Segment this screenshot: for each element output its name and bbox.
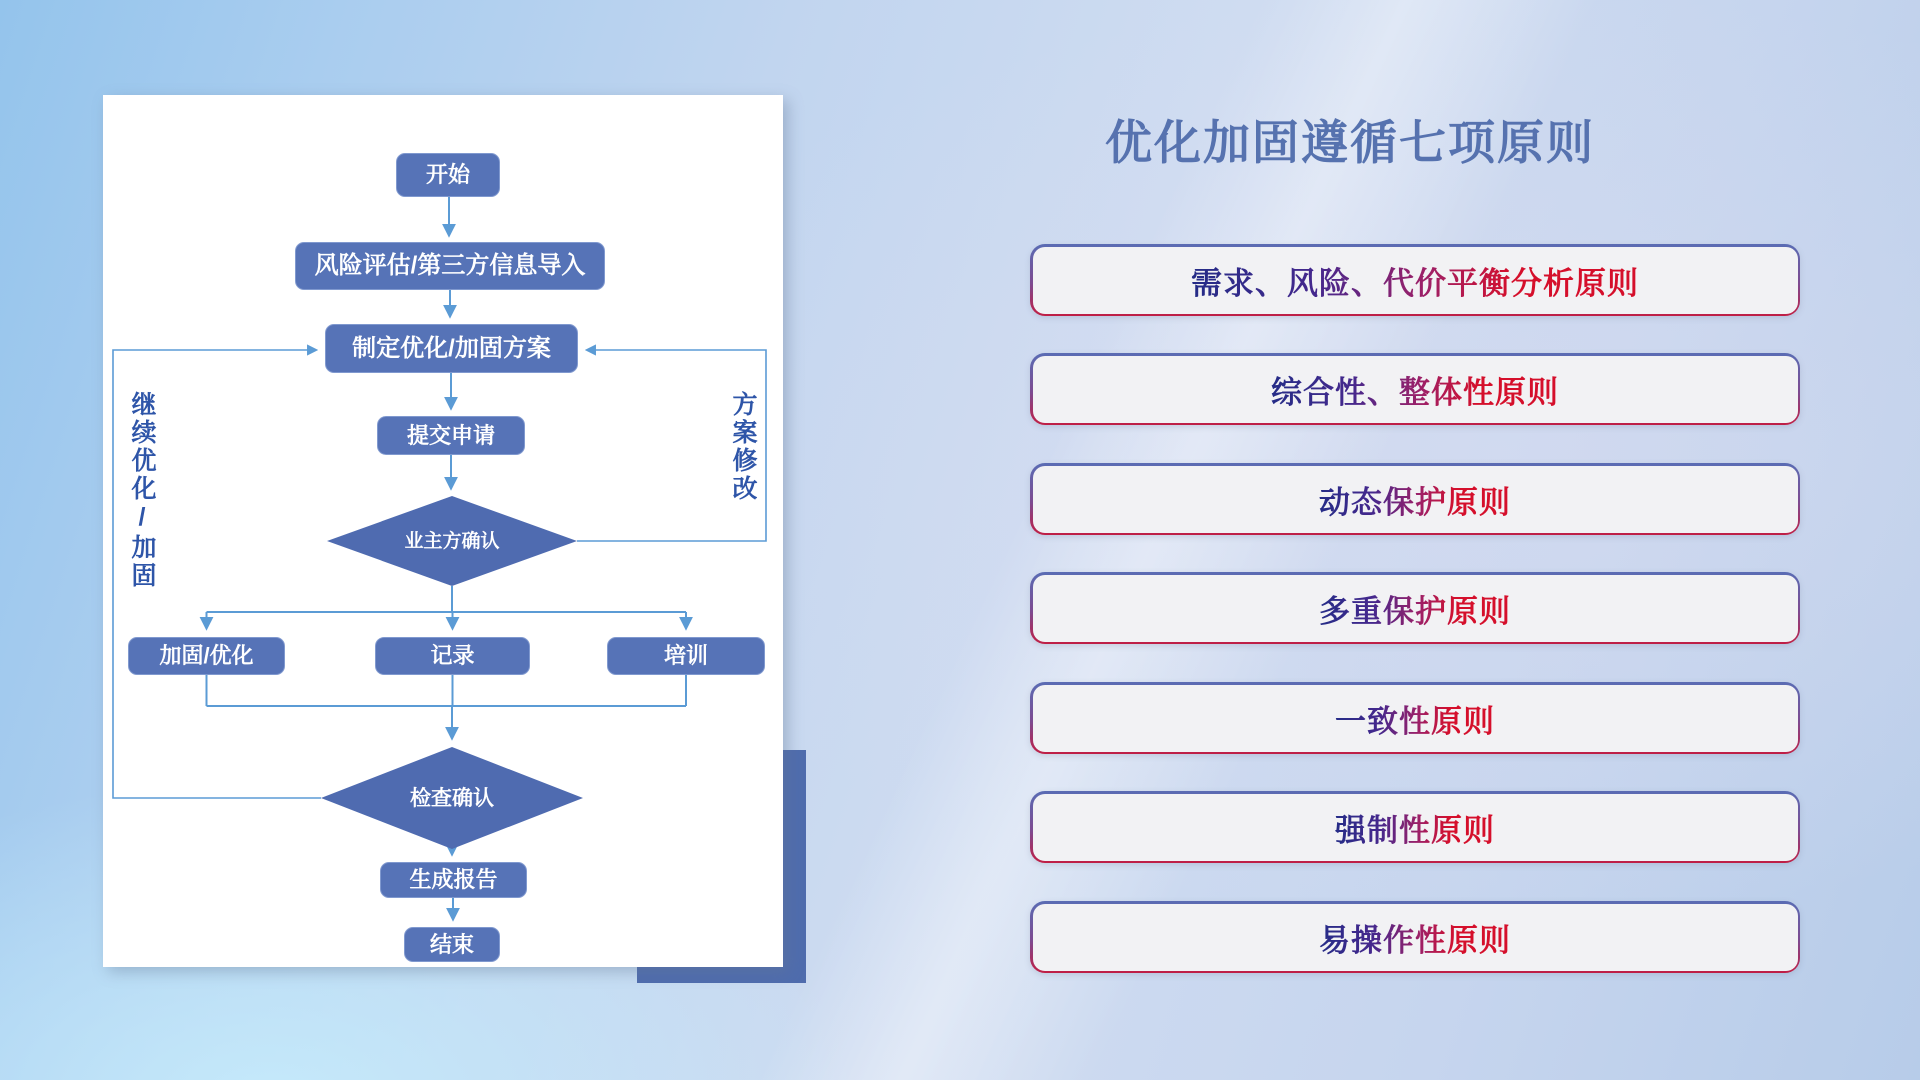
loop-label-continue: 继续优化/加固	[128, 391, 156, 590]
flow-node-submit: 提交申请	[377, 416, 525, 455]
principle-card-inner	[1033, 247, 1798, 314]
flow-node-report: 生成报告	[380, 862, 527, 898]
principle-label: 需求、风险、代价平衡分析原则	[1191, 258, 1639, 303]
decision-check-confirm-label: 检查确认	[410, 786, 494, 810]
principle-card-inner	[1033, 685, 1798, 752]
flow-node-training: 培训	[607, 637, 765, 675]
principle-card	[1030, 353, 1800, 425]
flow-node-end: 结束	[404, 927, 500, 962]
principle-card	[1030, 244, 1800, 316]
principle-card	[1030, 901, 1800, 973]
principle-label: 易操作性原则	[1319, 915, 1511, 960]
flow-node-make-plan: 制定优化/加固方案	[325, 324, 578, 373]
decision-owner-confirm-label: 业主方确认	[404, 530, 500, 552]
principle-label: 强制性原则	[1335, 805, 1495, 850]
page-title: 优化加固遵循七项原则	[1105, 116, 1595, 169]
loop-label-revise: 方案修改	[729, 391, 757, 503]
principle-card	[1030, 572, 1800, 644]
flow-node-record: 记录	[375, 637, 530, 675]
flowchart-card	[103, 95, 783, 967]
principle-card	[1030, 463, 1800, 535]
principle-card-inner	[1033, 575, 1798, 642]
principle-card-inner	[1033, 466, 1798, 533]
principle-card-inner	[1033, 356, 1798, 423]
flow-node-start: 开始	[396, 153, 500, 197]
principle-card	[1030, 682, 1800, 754]
principle-card	[1030, 791, 1800, 863]
principle-card-inner	[1033, 904, 1798, 971]
flow-node-risk-import: 风险评估/第三方信息导入	[295, 242, 605, 290]
principle-label: 多重保护原则	[1319, 586, 1511, 631]
principle-label: 一致性原则	[1335, 696, 1495, 741]
flow-node-reinforce: 加固/优化	[128, 637, 285, 675]
principle-label: 综合性、整体性原则	[1271, 367, 1559, 412]
principle-label: 动态保护原则	[1319, 477, 1511, 522]
principle-card-inner	[1033, 794, 1798, 861]
